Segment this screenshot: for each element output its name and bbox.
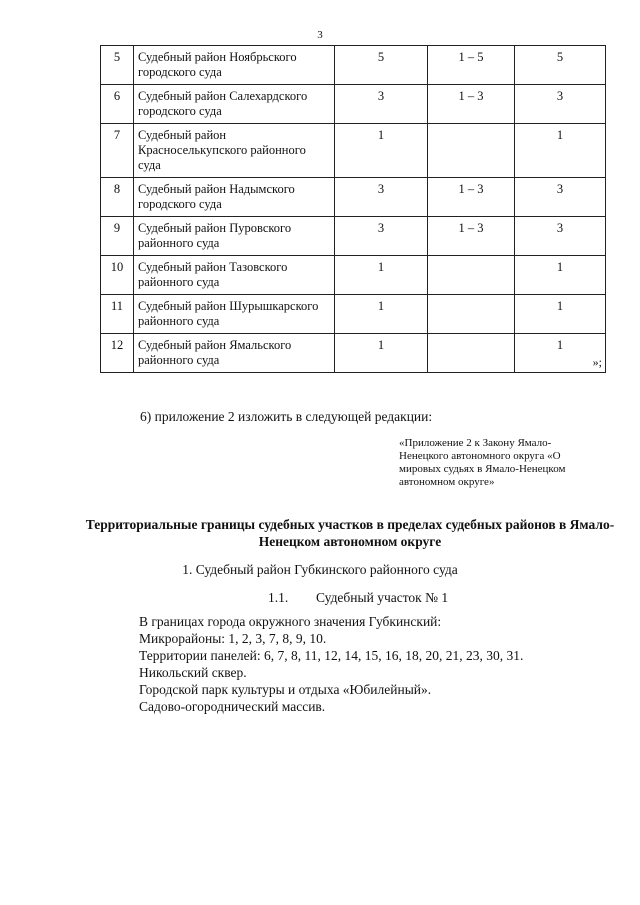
table-row: [101, 124, 606, 178]
value-cell-1: 3: [335, 178, 428, 217]
row-number: 6: [101, 85, 134, 124]
table-row: [101, 334, 606, 373]
value-cell-1: 1: [335, 334, 428, 373]
value-cell-range: 1 – 3: [428, 178, 515, 217]
value-cell-3: 1: [515, 124, 606, 178]
row-number: 7: [101, 124, 134, 178]
body-line: Садово-огороднический массив.: [139, 699, 326, 714]
court-district-name: Судебный район Салехардского городского суда: [134, 85, 335, 124]
row-number: 11: [101, 295, 134, 334]
body-line: Никольский сквер.: [139, 665, 247, 680]
value-cell-range: 1 – 5: [428, 46, 515, 85]
value-cell-range: [428, 124, 515, 178]
table-row: [101, 295, 606, 334]
page-number: 3: [317, 29, 323, 41]
court-district-name: Судебный район Надымского городского суда: [134, 178, 335, 217]
subdistrict-number: 1.1.: [268, 590, 289, 605]
table-row: [101, 217, 606, 256]
value-cell-1: 1: [335, 295, 428, 334]
subdistrict-heading: [268, 590, 448, 606]
value-cell-1: 1: [335, 256, 428, 295]
court-district-name: Судебный район Тазовского районного суда: [134, 256, 335, 295]
row-number: 12: [101, 334, 134, 373]
value-cell-range: [428, 295, 515, 334]
body-line: Городской парк культуры и отдыха «Юбилейный».: [139, 682, 432, 697]
court-district-name: Судебный район Красноселькупского районного суда: [134, 124, 335, 178]
value-cell-range: [428, 256, 515, 295]
subdistrict-label: Судебный участок № 1: [316, 590, 449, 605]
value-cell-range: [428, 334, 515, 373]
courts-table: [100, 45, 606, 373]
value-cell-3: 5: [515, 46, 606, 85]
value-cell-3: 1: [515, 295, 606, 334]
court-district-name: Судебный район Шурышкарского районного суда: [134, 295, 335, 334]
appendix-note: «Приложение 2 к Закону Ямало-Ненецкого автономного округа «О мировых судьях в Ямало-Ненецком автономном округе»: [399, 437, 566, 488]
section-title: Территориальные границы судебных участков в пределах судебных районов в Ямало-Ненецком автономном округе: [85, 517, 615, 549]
value-cell-3: 1: [515, 256, 606, 295]
row-number: 8: [101, 178, 134, 217]
value-cell-3: 3: [515, 85, 606, 124]
district-title: 1. Судебный район Губкинского районного суда: [182, 562, 458, 577]
body-line: В границах города окружного значения Губкинский:: [139, 614, 442, 629]
amendment-item: 6) приложение 2 изложить в следующей редакции:: [140, 409, 433, 424]
value-cell-3: 3: [515, 178, 606, 217]
courts-table-body: [101, 46, 606, 373]
row-number: 10: [101, 256, 134, 295]
table-row: [101, 256, 606, 295]
value-cell-range: 1 – 3: [428, 85, 515, 124]
court-district-name: Судебный район Ямальского районного суда: [134, 334, 335, 373]
court-district-name: Судебный район Ноябрьского городского суда: [134, 46, 335, 85]
closing-quote-mark: »;: [592, 355, 602, 369]
value-cell-1: 5: [335, 46, 428, 85]
value-cell-1: 3: [335, 217, 428, 256]
boundary-description: [139, 613, 523, 715]
table-row: [101, 178, 606, 217]
table-row: [101, 46, 606, 85]
row-number: 9: [101, 217, 134, 256]
value-cell-1: 1: [335, 124, 428, 178]
body-line: Территории панелей: 6, 7, 8, 11, 12, 14, 15, 16, 18, 20, 21, 23, 30, 31.: [139, 648, 524, 663]
value-cell-1: 3: [335, 85, 428, 124]
row-number: 5: [101, 46, 134, 85]
body-line: Микрорайоны: 1, 2, 3, 7, 8, 9, 10.: [139, 631, 327, 646]
value-cell-3: 3: [515, 217, 606, 256]
court-district-name: Судебный район Пуровского районного суда: [134, 217, 335, 256]
table-row: [101, 85, 606, 124]
value-cell-range: 1 – 3: [428, 217, 515, 256]
value-cell-3: 1 »;: [515, 334, 606, 373]
